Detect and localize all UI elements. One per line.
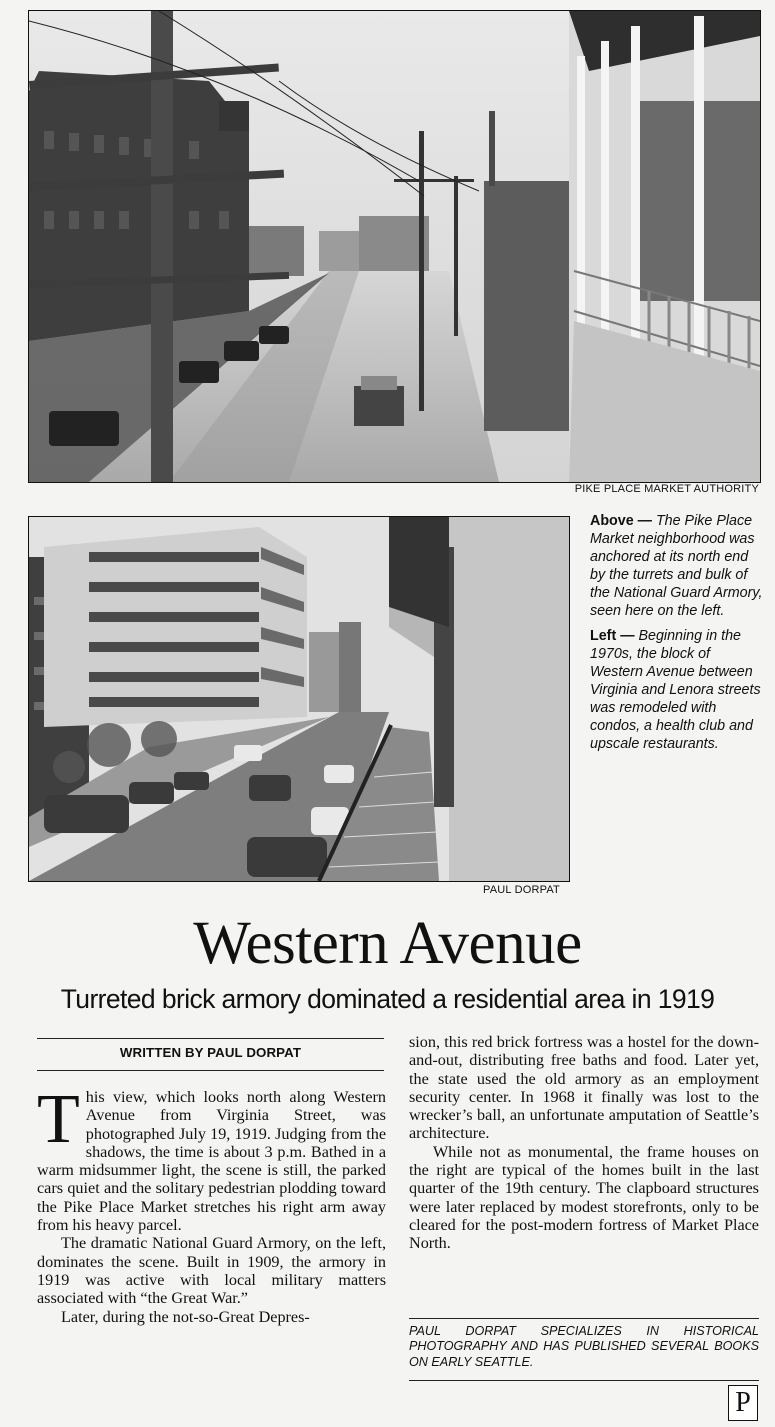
caption-left xyxy=(590,627,765,754)
caption-left-text: Beginning in the 1970s, the block of Western Avenue between Virginia and Lenora streets was remodeled with condos, a health club and upscale restaurants. xyxy=(590,627,761,753)
end-mark: P xyxy=(728,1385,758,1421)
photo-credit-bottom: PAUL DORPAT xyxy=(483,884,560,896)
article-column-2 xyxy=(409,1033,759,1253)
modern-photo-western-avenue xyxy=(28,516,570,882)
article-paragraph-2: The dramatic National Guard Armory, on the left, dominates the scene. Built in 1909, the armory in 1919 was active with local military matters associated with “the Great War.” xyxy=(37,1234,386,1308)
caption-above-label: Above xyxy=(590,513,634,529)
caption-left-dash: — xyxy=(616,627,639,644)
subheadline: Turreted brick armory dominated a residential area in 1919 xyxy=(60,984,715,1014)
caption-above xyxy=(590,512,765,621)
caption-left-label: Left xyxy=(590,627,617,644)
historic-photo-western-avenue-1919 xyxy=(28,10,761,483)
article-paragraph-1-text: his view, which looks north along Western Avenue from Virginia Street, was photographed July 19, 1919. Judging from the shadows, the time is about 3 p.m. Bathed in a warm midsummer light, the scene is still, the parked cars quiet and the solitary pedestrian plodding toward the Pike Place Market stretches his right arm away from his heavy parcel. xyxy=(37,1088,386,1235)
author-footnote: PAUL DORPAT SPECIALIZES IN HISTORICAL PHOTOGRAPHY AND HAS PUBLISHED SEVERAL BOOKS ON EARLY SEATTLE. xyxy=(409,1324,759,1369)
photo-credit-top: PIKE PLACE MARKET AUTHORITY xyxy=(574,483,759,495)
caption-above-dash: — xyxy=(633,513,656,529)
footnote-rule-bottom xyxy=(409,1380,759,1381)
article-paragraph-1 xyxy=(37,1081,386,1235)
byline-rule-bottom xyxy=(37,1070,384,1071)
byline: WRITTEN BY PAUL DORPAT xyxy=(119,1045,302,1060)
byline-rule-top xyxy=(37,1038,384,1039)
drop-cap: T xyxy=(37,1081,80,1158)
article-paragraph-4: While not as monumental, the frame houses on the right are typical of the homes built in the last quarter of the 19th century. The clapboard structures were later replaced by modest storefronts, only to be cleared for the post-modern fortress of Market Place North. xyxy=(409,1142,759,1253)
article-column-1 xyxy=(37,1081,386,1326)
article-paragraph-3-start: Later, during the not-so-Great Depres- xyxy=(61,1307,310,1326)
photo-captions xyxy=(590,512,765,759)
footnote-rule-top xyxy=(409,1318,759,1319)
caption-above-text: The Pike Place Market neighborhood was anchored at its north end by the turrets and bulk of the National Guard Armory, seen here on the left. xyxy=(590,513,763,620)
headline: Western Avenue xyxy=(193,910,582,977)
article-paragraph-3-end: sion, this red brick fortress was a hostel for the down-and-out, distributing free baths and food. Later yet, the state used the old armory as an employment security center. In 1968 it finally was lost to the wrecker’s ball, an unfortunate amputation of Seattle’s architecture. xyxy=(409,1033,759,1143)
